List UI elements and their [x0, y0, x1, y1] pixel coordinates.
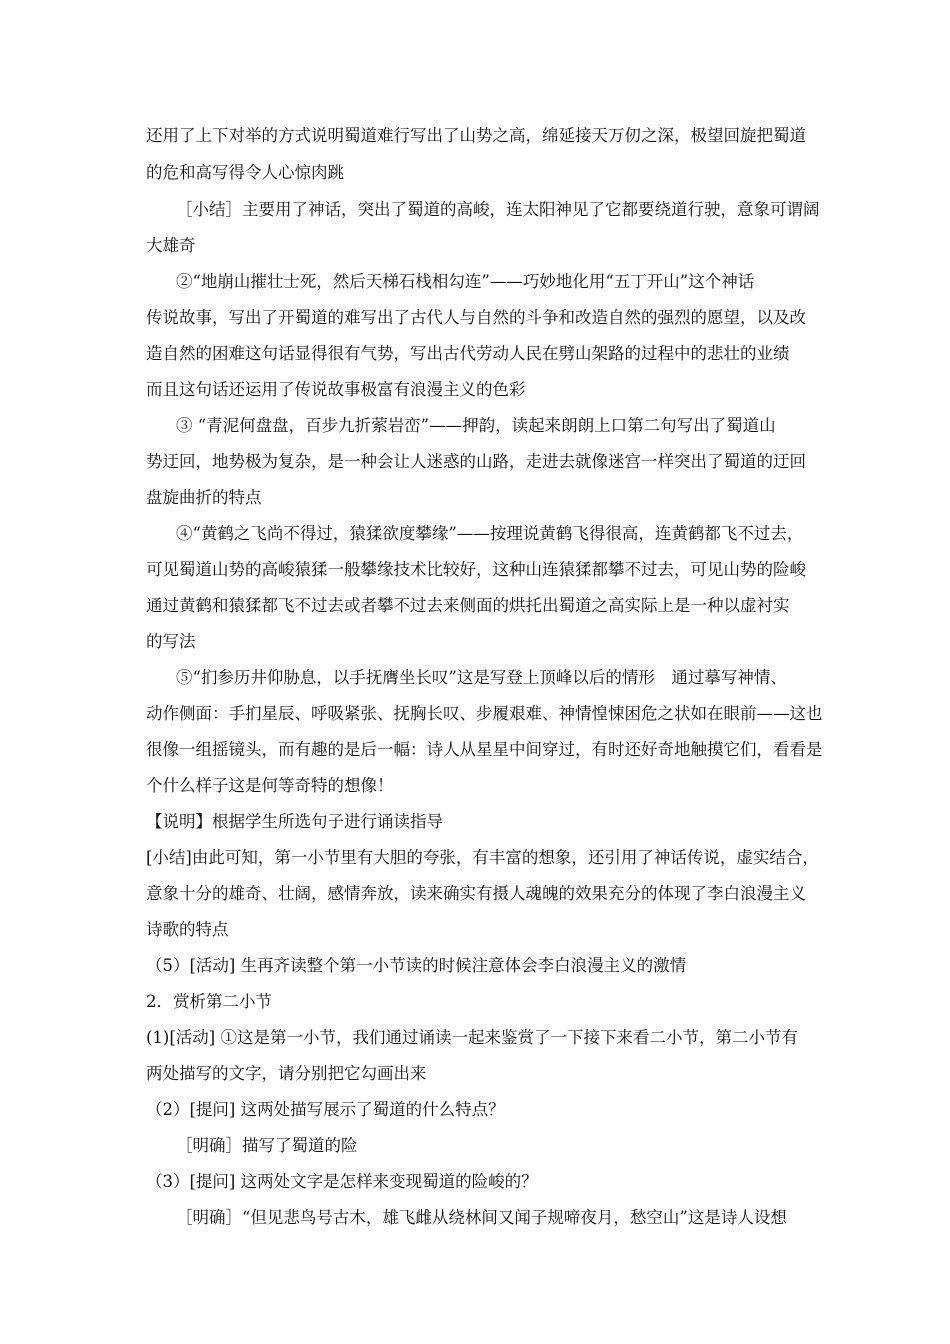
text-line: 动作侧面：手扪星辰、呼吸紧张、抚胸长叹、步履艰难、神情惶悚困危之状如在眼前——这也: [146, 704, 823, 723]
text-line: 通过黄鹤和猿猱都飞不过去或者攀不过去来侧面的烘托出蜀道之高实际上是一种以虚衬实: [146, 596, 790, 615]
text-line: 的写法: [146, 632, 196, 651]
text-line: 诗歌的特点: [146, 920, 229, 939]
text-line: [小结]由此可知，第一小节里有大胆的夸张，有丰富的想象，还引用了神话传说，虚实结合，: [146, 848, 819, 867]
text-line: 可见蜀道山势的高峻猿猱一般攀缘技术比较好，这种山连猿猱都攀不过去，可见山势的险峻: [146, 560, 806, 579]
text-line: （3）[提问] 这两处文字是怎样来变现蜀道的险峻的？: [146, 1172, 538, 1191]
text-line: 的危和高写得令人心惊肉跳: [146, 163, 344, 182]
text-line: 很像一组摇镜头，而有趣的是后一幅：诗人从星星中间穿过，有时还好奇地触摸它们，看看是: [146, 740, 823, 759]
text-line: ⑤“扪参历井仰胁息，以手抚膺坐长叹”这是写登上顶峰以后的情形 通过摹写神情、: [176, 668, 787, 687]
section-heading: 2．赏析第二小节: [146, 992, 272, 1011]
text-line: ［小结］主要用了神话，突出了蜀道的高峻，连太阳神见了它都要绕道行驶，意象可谓阔: [176, 200, 820, 219]
text-line: 造自然的困难这句话显得很有气势，写出古代劳动人民在劈山架路的过程中的悲壮的业绩: [146, 344, 790, 363]
text-line: 传说故事，写出了开蜀道的难写出了古代人与自然的斗争和改造自然的强烈的愿望，以及改: [146, 308, 806, 327]
text-line: 大雄奇: [146, 236, 196, 255]
text-line: ②“地崩山摧壮士死，然后天梯石栈相勾连”——巧妙地化用“五丁开山”这个神话: [176, 272, 755, 291]
text-line: ④“黄鹤之飞尚不得过，猿猱欲度攀缘”——按理说黄鹤飞得很高，连黄鹤都飞不过去，: [176, 524, 804, 543]
text-line: 势迂回，地势极为复杂，是一种会让人迷惑的山路，走进去就像迷宫一样突出了蜀道的迂回: [146, 452, 806, 471]
text-line: 而且这句话还运用了传说故事极富有浪漫主义的色彩: [146, 380, 526, 399]
text-line: ［明确］描写了蜀道的险: [176, 1136, 358, 1155]
text-line: (1)[活动] ①这是第一小节，我们通过诵读一起来鉴赏了一下接下来看二小节，第二小节有: [146, 1028, 798, 1047]
text-line: （5）[活动] 生再齐读整个第一小节读的时候注意体会李白浪漫主义的激情: [146, 956, 687, 975]
text-line: 个什么样子这是何等奇特的想像！: [146, 776, 394, 795]
text-line: 两处描写的文字，请分别把它勾画出来: [146, 1064, 427, 1083]
text-line: 意象十分的雄奇、壮阔，感情奔放，读来确实有摄人魂魄的效果充分的体现了李白浪漫主义: [146, 884, 806, 903]
text-line: 【说明】根据学生所选句子进行诵读指导: [146, 812, 443, 831]
text-line: （2）[提问] 这两处描写展示了蜀道的什么特点？: [146, 1100, 505, 1119]
text-line: ③ “青泥何盘盘，百步九折萦岩峦”——押韵，读起来朗朗上口第二句写出了蜀道山: [176, 416, 776, 435]
text-line: ［明确］“但见悲鸟号古木，雄飞雌从绕林间又闻子规啼夜月，愁空山”这是诗人设想: [176, 1208, 787, 1227]
text-line: 盘旋曲折的特点: [146, 488, 262, 507]
text-line: 还用了上下对举的方式说明蜀道难行写出了山势之高，绵延接天万仞之深，极望回旋把蜀道: [146, 126, 806, 145]
